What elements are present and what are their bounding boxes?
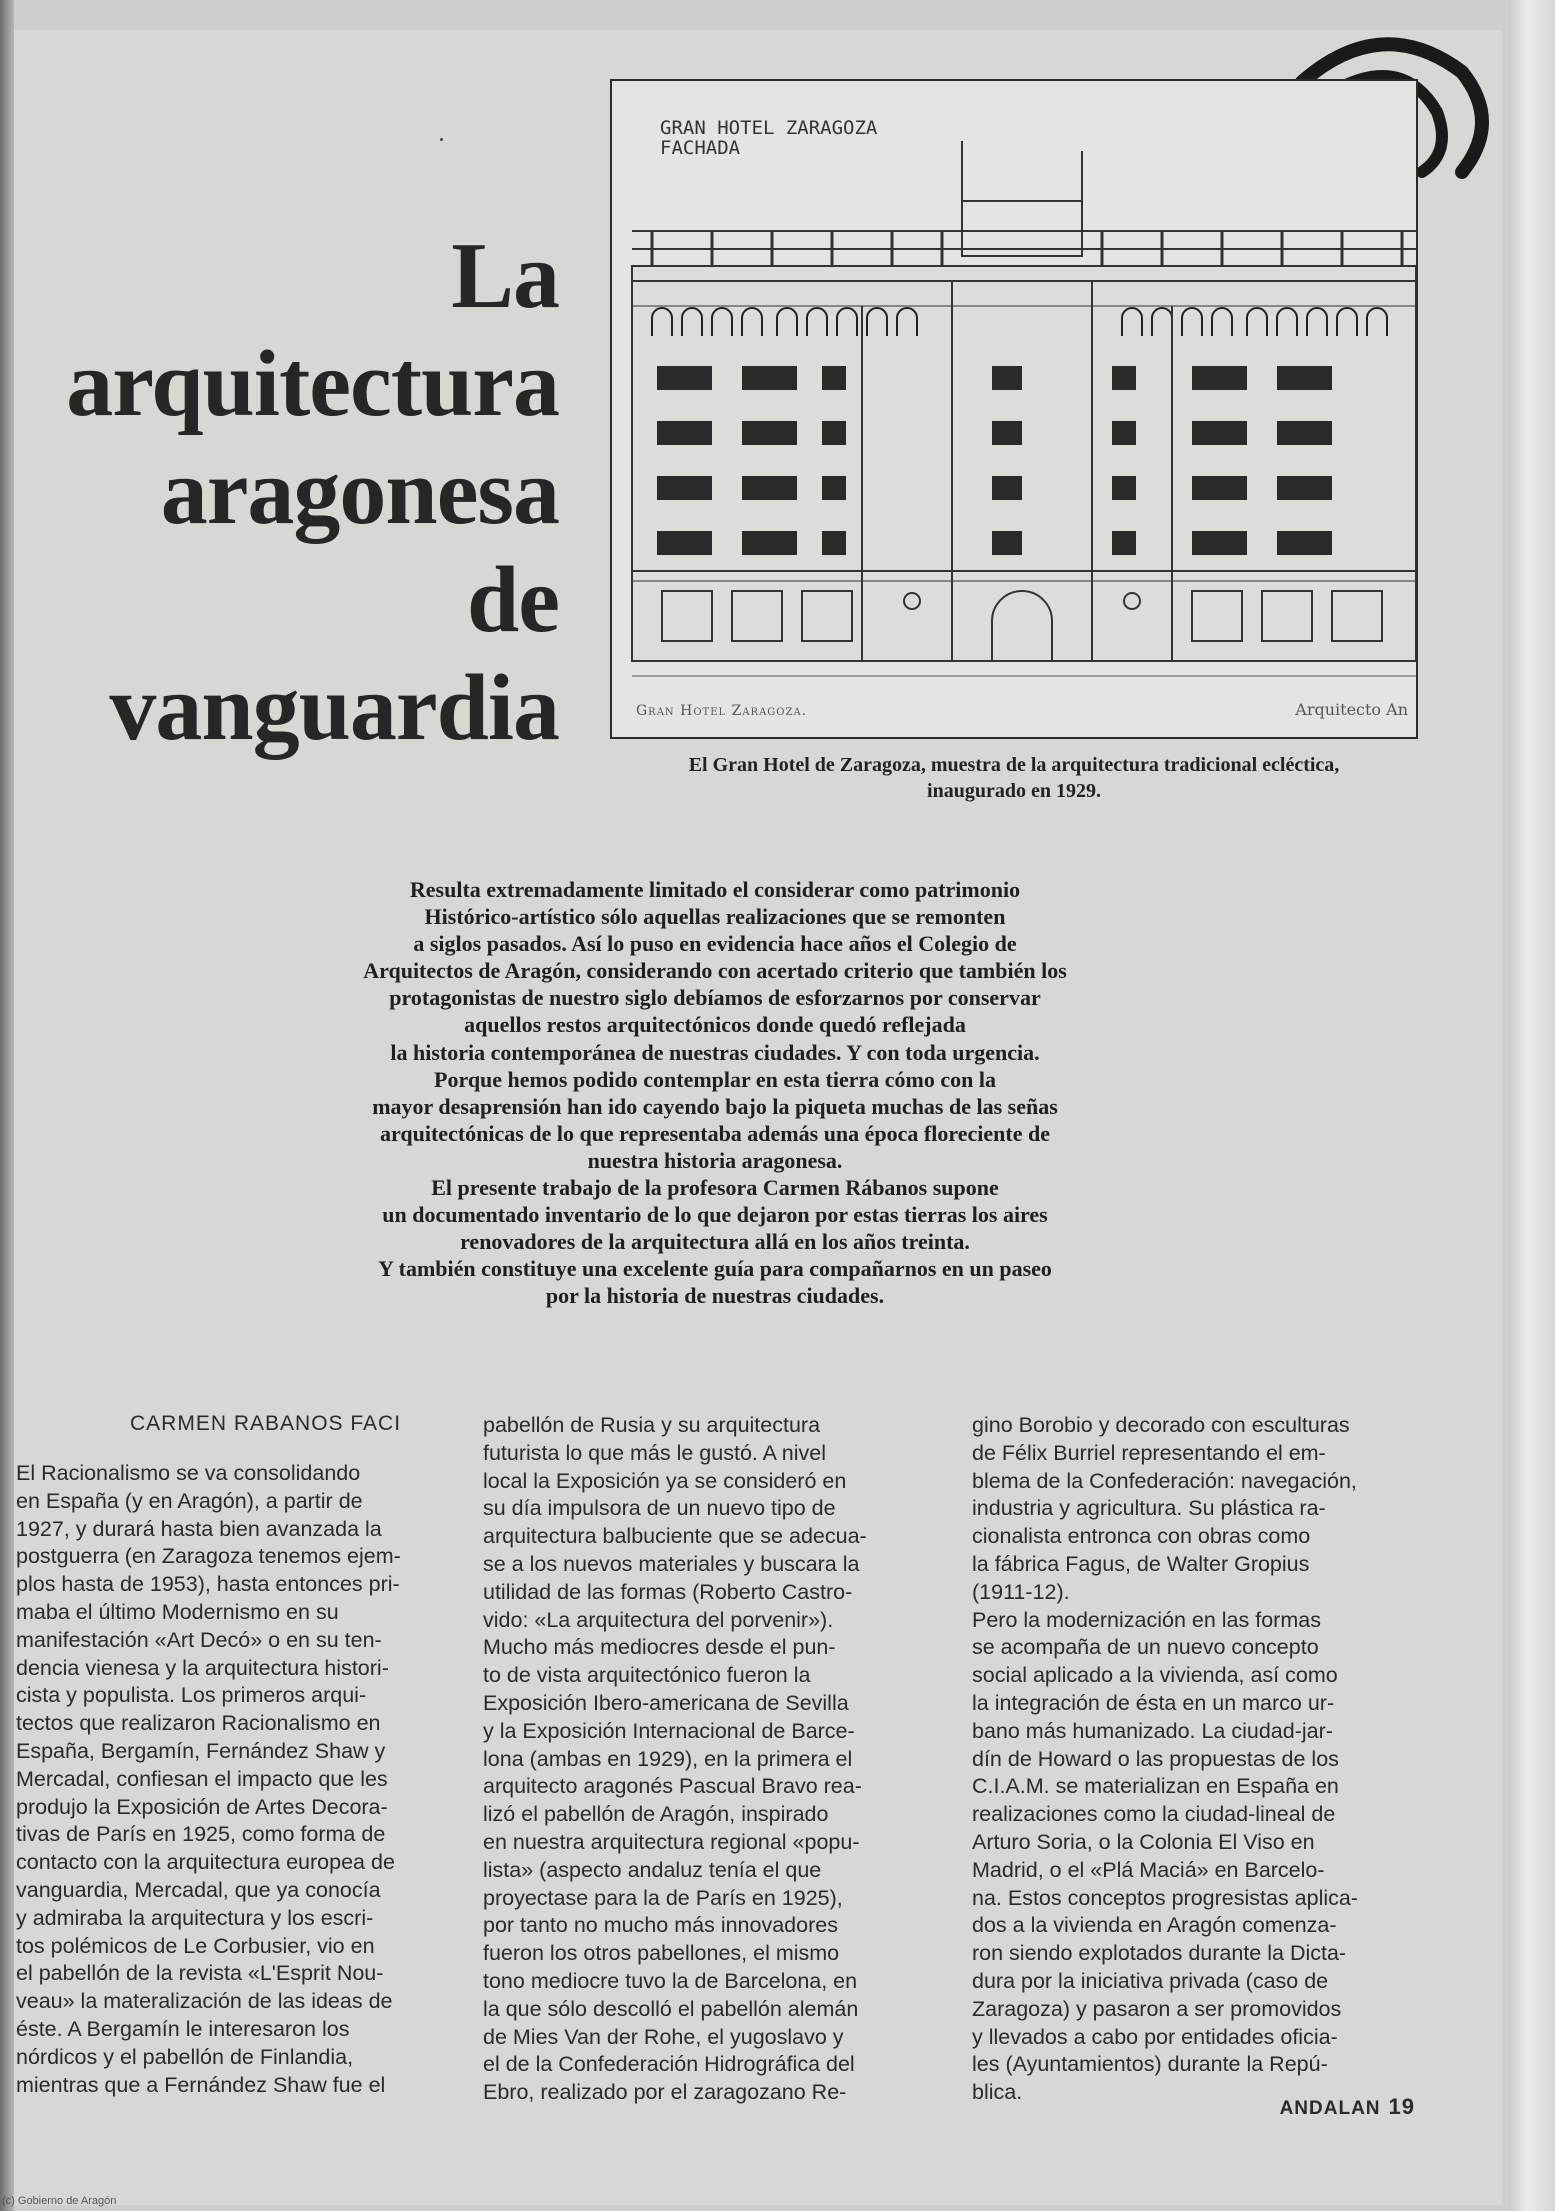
intro-line: renovadores de la arquitectura allá en los años treinta. — [460, 1229, 970, 1255]
body-line: por tanto no mucho más innovadores — [483, 1913, 838, 1938]
body-line: bano más humanizado. La ciudad-jar- — [972, 1718, 1333, 1743]
page-gutter-shadow — [0, 0, 14, 2211]
body-line: mientras que a Fernández Shaw fue el — [16, 2072, 386, 2097]
body-line: Zaragoza) y pasaron a ser promovidos — [972, 1996, 1342, 2021]
page-right-edge — [1509, 0, 1555, 2211]
intro-paragraph — [220, 876, 1210, 1310]
hotel-facade-drawing — [610, 79, 1418, 739]
body-line: blema de la Confederación: navegación, — [972, 1468, 1357, 1493]
body-line: lizó el pabellón de Aragón, inspirado — [483, 1802, 829, 1827]
body-line: C.I.A.M. se materializan en España en — [972, 1774, 1339, 1799]
body-line: cionalista entronca con obras como — [972, 1524, 1311, 1549]
article-title — [66, 222, 559, 762]
drawing-header-subtitle: FACHADA — [660, 136, 741, 159]
body-line: en nuestra arquitectura regional «popu- — [483, 1829, 860, 1854]
body-line: vanguardia, Mercadal, que ya conocía — [16, 1877, 381, 1902]
body-line: pabellón de Rusia y su arquitectura — [483, 1413, 821, 1437]
body-line: tono mediocre tuvo la de Barcelona, en — [483, 1968, 858, 1993]
body-line: la que sólo descolló el pabellón alemán — [483, 1996, 859, 2021]
magazine-name: ANDALAN — [1279, 2098, 1381, 2119]
body-line: lista» (aspecto andaluz tenía el que — [483, 1857, 822, 1882]
intro-line: Arquitectos de Aragón, considerando con acertado criterio que también los — [363, 958, 1067, 984]
intro-line: a siglos pasados. Así lo puso en evidencia hace años el Colegio de — [413, 931, 1017, 957]
body-line: Ebro, realizado por el zaragozano Re- — [483, 2080, 847, 2105]
drawing-header — [660, 119, 877, 159]
body-line: la fábrica Fagus, de Walter Gropius — [972, 1551, 1310, 1576]
body-line: de Félix Burriel representando el em- — [972, 1440, 1326, 1465]
body-line: realizaciones como la ciudad-lineal de — [972, 1802, 1336, 1827]
intro-line: Resulta extremadamente limitado el considerar como patrimonio — [409, 877, 1021, 902]
intro-line: Porque hemos podido contemplar en esta tierra cómo con la — [434, 1066, 996, 1092]
body-line: dos a la vivienda en Aragón comenza- — [972, 1913, 1337, 1938]
drawing-architect-label: Arquitecto An — [1295, 700, 1408, 719]
body-line: nórdicos y el pabellón de Finlandia, — [16, 2044, 354, 2069]
body-line: Mercadal, confiesan el impacto que les — [16, 1766, 388, 1791]
body-line: arquitecto aragonés Pascual Bravo rea- — [483, 1774, 862, 1799]
print-speck — [440, 138, 443, 141]
body-line: postguerra (en Zaragoza tenemos ejem- — [16, 1544, 401, 1569]
body-line: dura por la iniciativa privada (caso de — [972, 1968, 1329, 1993]
body-line: manifestación «Art Decó» o en su ten- — [16, 1627, 382, 1652]
intro-line: El presente trabajo de la profesora Carmen Rábanos supone — [431, 1175, 999, 1201]
body-line: y admiraba la arquitectura y los escri- — [16, 1905, 374, 1930]
body-line: España, Bergamín, Fernández Shaw y — [16, 1738, 386, 1763]
figure-caption — [610, 752, 1418, 804]
intro-line: Y también constituye una excelente guía para compañarnos en un paseo — [378, 1256, 1052, 1282]
body-line: la integración de ésta en un marco ur- — [972, 1690, 1335, 1715]
body-line: éste. A Bergamín le interesaron los — [16, 2016, 350, 2041]
author-byline: CARMEN RABANOS FACI — [130, 1412, 402, 1435]
body-line: veau» la materalización de las ideas de — [16, 1989, 393, 2014]
page-number: 19 — [1388, 2094, 1415, 2119]
body-line: El Racionalismo se va consolidando — [16, 1461, 361, 1485]
body-line: vido: «La arquitectura del porvenir»). — [483, 1607, 834, 1632]
body-line: tos polémicos de Le Corbusier, vio en — [16, 1933, 375, 1958]
body-line: el pabellón de la revista «L'Esprit Nou- — [16, 1961, 384, 1986]
body-line: se a los nuevos materiales y buscara la — [483, 1551, 860, 1576]
body-line: arquitectura balbuciente que se adecua- — [483, 1524, 867, 1549]
caption-line: El Gran Hotel de Zaragoza, muestra de la arquitectura tradicional ecléctica, — [688, 754, 1340, 776]
body-line: Pero la modernización en las formas — [972, 1607, 1321, 1632]
caption-line: inaugurado en 1929. — [927, 780, 1101, 802]
body-line: dencia vienesa y la arquitectura histori- — [16, 1655, 389, 1680]
intro-line: nuestra historia aragonesa. — [587, 1147, 843, 1173]
body-line: local la Exposición ya se consideró en — [483, 1468, 847, 1493]
body-line: contacto con la arquitectura europea de — [16, 1850, 395, 1875]
scan-credit: (c) Gobierno de Aragón — [2, 2195, 117, 2207]
body-column-1 — [16, 1460, 436, 2099]
body-line: y la Exposición Internacional de Barce- — [483, 1718, 855, 1743]
body-line: dín de Howard o las propuestas de los — [972, 1746, 1339, 1771]
intro-line: Histórico-artístico sólo aquellas realizaciones que se remonten — [424, 904, 1006, 930]
body-line: tectos que realizaron Racionalismo en — [16, 1711, 381, 1736]
title-line: aragonesa — [160, 440, 559, 545]
body-line: lona (ambas en 1929), en la primera el — [483, 1746, 853, 1771]
body-line: proyectase para la de París en 1925), — [483, 1885, 843, 1910]
body-line: futurista lo que más le gustó. A nivel — [483, 1440, 827, 1465]
drawing-footer-label: Gran Hotel Zaragoza. — [636, 703, 808, 719]
drawing-header-title: GRAN HOTEL ZARAGOZA — [660, 117, 878, 139]
body-line: plos hasta de 1953), hasta entonces pri- — [16, 1572, 400, 1597]
intro-line: la historia contemporánea de nuestras ciudades. Y con toda urgencia. — [390, 1039, 1040, 1065]
facade-illustration — [612, 81, 1416, 737]
body-line: cista y populista. Los primeros arqui- — [16, 1683, 367, 1708]
body-line: social aplicado a la vivienda, así como — [972, 1663, 1338, 1688]
body-line: produjo la Exposición de Artes Decora- — [16, 1794, 388, 1819]
body-line: de Mies Van der Rohe, el yugoslavo y — [483, 2024, 844, 2049]
intro-line: mayor desaprensión han ido cayendo bajo la piqueta muchas de las señas — [372, 1093, 1058, 1119]
body-line: 1927, y durará hasta bien avanzada la — [16, 1516, 382, 1541]
body-line: Mucho más mediocres desde el pun- — [483, 1635, 836, 1660]
body-line: industria y agricultura. Su plástica ra- — [972, 1496, 1326, 1521]
body-line: Exposición Ibero-americana de Sevilla — [483, 1690, 849, 1715]
body-line: Arturo Soria, o la Colonia El Viso en — [972, 1829, 1315, 1854]
body-line: se acompaña de un nuevo concepto — [972, 1635, 1319, 1660]
title-line: de — [467, 548, 559, 653]
intro-line: un documentado inventario de lo que dejaron por estas tierras los aires — [382, 1202, 1048, 1228]
body-line: utilidad de las formas (Roberto Castro- — [483, 1579, 853, 1604]
title-line: La — [451, 224, 559, 328]
title-line: vanguardia — [109, 656, 559, 761]
body-line: blica. — [972, 2080, 1023, 2105]
intro-line: aquellos restos arquitectónicos donde quedó reflejada — [464, 1012, 966, 1038]
intro-line: protagonistas de nuestro siglo debíamos de esforzarnos por conservar — [389, 985, 1041, 1011]
body-line: en España (y en Aragón), a partir de — [16, 1488, 363, 1513]
body-line: tivas de París en 1925, como forma de — [16, 1822, 386, 1847]
body-line: y llevados a cabo por entidades oficia- — [972, 2024, 1338, 2049]
intro-line: arquitectónicas de lo que representaba además una época floreciente de — [380, 1120, 1050, 1146]
body-line: gino Borobio y decorado con esculturas — [972, 1413, 1350, 1437]
body-line: el de la Confederación Hidrográfica del — [483, 2052, 855, 2077]
title-line: arquitectura — [66, 332, 559, 437]
body-line: (1911-12). — [972, 1579, 1070, 1604]
body-line: su día impulsora de un nuevo tipo de — [483, 1496, 836, 1521]
body-line: Madrid, o el «Plá Maciá» en Barcelo- — [972, 1857, 1325, 1882]
body-line: les (Ayuntamientos) durante la Repú- — [972, 2052, 1328, 2077]
body-column-2 — [483, 1412, 925, 2107]
magazine-footer — [1280, 2094, 1415, 2120]
body-line: maba el último Modernismo en su — [16, 1599, 339, 1624]
body-line: to de vista arquitectónico fueron la — [483, 1663, 811, 1688]
body-column-3 — [972, 1412, 1414, 2107]
intro-line: por la historia de nuestras ciudades. — [545, 1283, 885, 1309]
body-line: na. Estos conceptos progresistas aplica- — [972, 1885, 1359, 1910]
body-line: fueron los otros pabellones, el mismo — [483, 1941, 840, 1966]
body-line: ron siendo explotados durante la Dicta- — [972, 1941, 1347, 1966]
